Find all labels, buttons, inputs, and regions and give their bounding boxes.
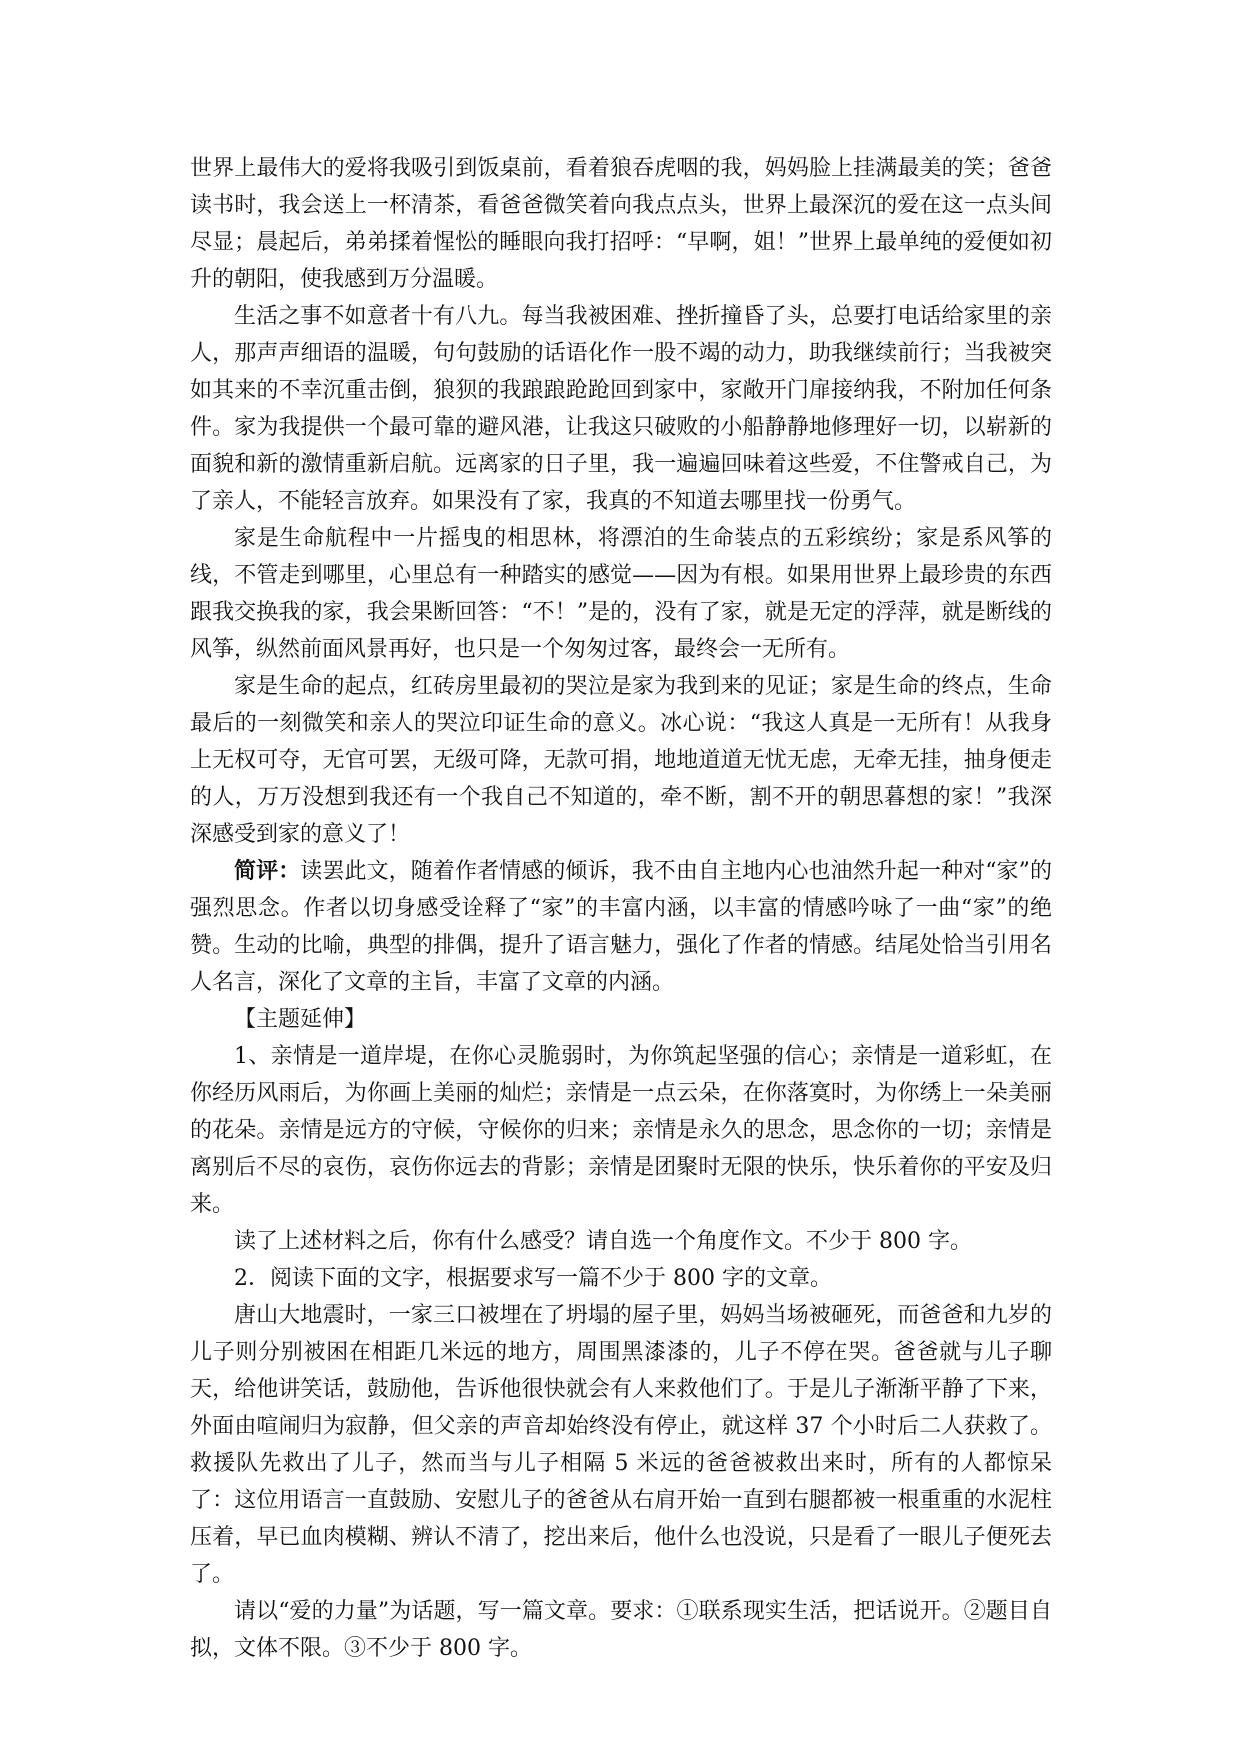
paragraph-home-metaphor: 家是生命航程中一片摇曳的相思林，将漂泊的生命装点的五彩缤纷；家是系风筝的线，不管走到哪里，心里总有一种踏实的感觉——因为有根。如果用世界上最珍贵的东西跟我交换我的家，我会果断回答：“不！”是的，没有了家，就是无定的浮萍，就是断线的风筝，纵然前面风景再好，也只是一个匆匆过客，最终会一无所有。: [190, 526, 1052, 662]
paragraph-family-love: 世界上最伟大的爱将我吸引到饭桌前，看着狼吞虎咽的我，妈妈脸上挂满最美的笑；爸爸读书时，我会送上一杯清茶，看爸爸微笑着向我点点头，世界上最深沉的爱在这一点头间尽显；晨起后，弟弟揉着惺忪的睡眼向我打招呼：“早啊，姐！”世界上最单纯的爱便如初升的朝阳，使我感到万分温暖。: [190, 156, 1052, 292]
paragraph-bingxin-quote: 家是生命的起点，红砖房里最初的哭泣是家为我到来的见证；家是生命的终点，生命最后的一刻微笑和亲人的哭泣印证生命的意义。冰心说：“我这人真是一无所有！从我身上无权可夺，无官可罢，无级可降，无款可捐，地地道道无忧无虑，无牵无挂，抽身便走的人，万万没想到我还有一个我自己不知道的，牵不断，割不开的朝思暮想的家！”我深深感受到家的意义了！: [190, 674, 1052, 847]
document-page: [190, 150, 1052, 1667]
prompt-item-1: 1、亲情是一道岸堤，在你心灵脆弱时，为你筑起坚强的信心；亲情是一道彩虹，在你经历风雨后，为你画上美丽的灿烂；亲情是一点云朵，在你落寞时，为你绣上一朵美丽的花朵。亲情是远方的守候，守候你的归来；亲情是永久的思念，思念你的一切；亲情是离别后不尽的哀伤，哀伤你远去的背影；亲情是团聚时无限的快乐，快乐着你的平安及归来。: [190, 1044, 1052, 1217]
prompt-item-2-story: 唐山大地震时，一家三口被埋在了坍塌的屋子里，妈妈当场被砸死，而爸爸和九岁的儿子则分别被困在相距几米远的地方，周围黑漆漆的，儿子不停在哭。爸爸就与儿子聊天，给他讲笑话，鼓励他，告诉他很快就会有人来救他们了。于是儿子渐渐平静了下来，外面由喧闹归为寂静，但父亲的声音却始终没有停止，就这样 37 个小时后二人获救了。救援队先救出了儿子，然而当与儿子相隔 5 米远的爸爸被救出来时，所有的人都惊呆了：这位用语言一直鼓励、安慰儿子的爸爸从右肩开始一直到右腿都被一根重重的水泥柱压着，早已血肉模糊、辨认不清了，挖出来后，他什么也没说，只是看了一眼儿子便死去了。: [190, 1303, 1052, 1587]
review-label: 简评：: [234, 858, 301, 884]
prompt-item-2-task: 请以“爱的力量”为话题，写一篇文章。要求：①联系现实生活，把话说开。②题目自拟，文体不限。③不少于 800 字。: [190, 1599, 1052, 1661]
prompt-item-1-task: 读了上述材料之后，你有什么感受？请自选一个角度作文。不少于 800 字。: [234, 1229, 972, 1254]
paragraph-life-setbacks: 生活之事不如意者十有八九。每当我被困难、挫折撞昏了头，总要打电话给家里的亲人，那声声细语的温暖，句句鼓励的话语化作一股不竭的动力，助我继续前行；当我被突如其来的不幸沉重击倒，狼狈的我踉踉跄跄回到家中，家敞开门扉接纳我，不附加任何条件。家为我提供一个最可靠的避风港，让我这只破败的小船静静地修理好一切，以崭新的面貌和新的激情重新启航。远离家的日子里，我一遍遍回味着这些爱，不住警戒自己，为了亲人，不能轻言放弃。如果没有了家，我真的不知道去哪里找一份勇气。: [190, 304, 1052, 514]
theme-extension-heading: 【主题延伸】: [234, 1007, 367, 1032]
review-text: 读罢此文，随着作者情感的倾诉，我不由自主地内心也油然升起一种对“家”的强烈思念。作者以切身感受诠释了“家”的丰富内涵，以丰富的情感吟咏了一曲“家”的绝赞。生动的比喻，典型的排偶，提升了语言魅力，强化了作者的情感。结尾处恰当引用名人名言，深化了文章的主旨，丰富了文章的内涵。: [190, 859, 1052, 995]
paragraph-review: [190, 853, 1052, 1001]
prompt-item-2: 2．阅读下面的文字，根据要求写一篇不少于 800 字的文章。: [234, 1266, 832, 1291]
